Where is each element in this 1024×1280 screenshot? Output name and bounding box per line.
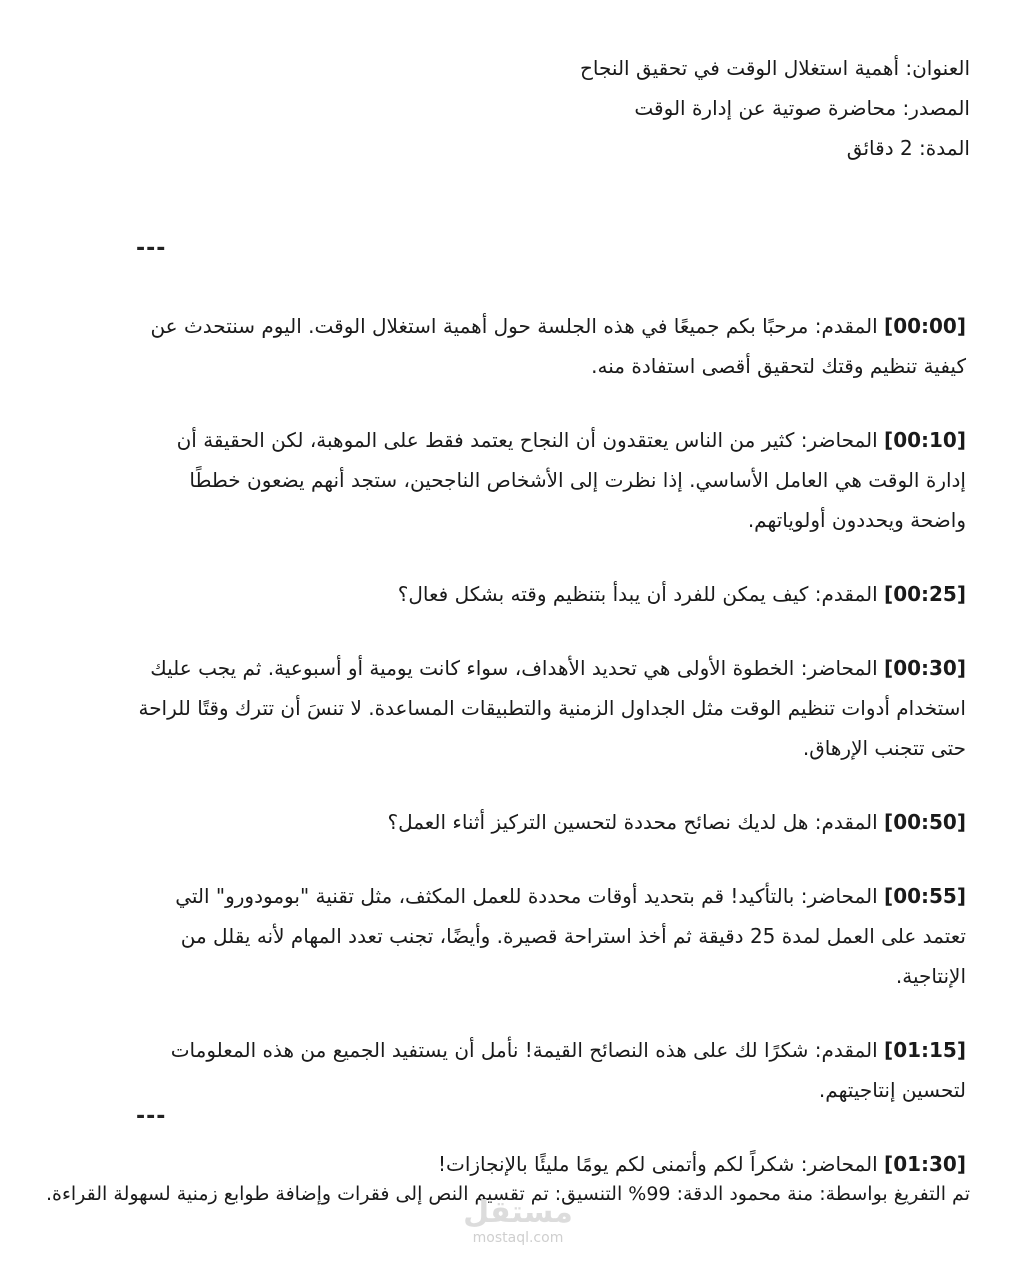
segment-text: المحاضر: كثير من الناس يعتقدون أن النجاح يعتمد فقط على الموهبة، لكن الحقيقة أن إدارة الوقت هي العامل الأساسي. إذا نظرت إلى الأشخاص الناجحين، ستجد أنهم يضعون خططًا واضحة ويحددون أولوياتهم.	[176, 428, 966, 532]
segment-text: المحاضر: بالتأكيد! قم بتحديد أوقات محددة للعمل المكثف، مثل تقنية "بومودورو" التي تعتمد على العمل لمدة 25 دقيقة ثم أخذ استراحة قصيرة. وأيضًا، تجنب تعدد المهام لأنه يقلل من الإنتاجية.	[175, 884, 966, 988]
duration-line: المدة: 2 دقائق	[846, 136, 970, 160]
transcript-segment	[136, 648, 966, 768]
segment-text: المقدم: كيف يمكن للفرد أن يبدأ بتنظيم وقته بشكل فعال؟	[397, 582, 878, 606]
timestamp-value: 01:15	[893, 1038, 957, 1062]
segment-text: المقدم: هل لديك نصائح محددة لتحسين التركيز أثناء العمل؟	[387, 810, 878, 834]
transcript-segment	[136, 574, 966, 614]
watermark-logo-text: مستقل	[463, 1195, 573, 1230]
transcript-segment	[136, 420, 966, 540]
transcription-credits: تم التفريغ بواسطة: منة محمود الدقة: 99% التنسيق: تم تقسيم النص إلى فقرات وإضافة طوابع زمنية لسهولة القراءة.	[45, 1183, 970, 1205]
segment-text: المحاضر: الخطوة الأولى هي تحديد الأهداف، سواء كانت يومية أو أسبوعية. ثم يجب عليك استخدام أدوات تنظيم الوقت مثل الجداول الزمنية والتطبيقات المساعدة. لا تنسَ أن تترك وقتًا للراحة حتى تتجنب الإرهاق.	[138, 656, 966, 760]
timestamp-value: 00:55	[893, 884, 957, 908]
document-header	[140, 48, 970, 168]
timestamp-value: 01:30	[893, 1152, 957, 1176]
timestamp-value: 00:25	[893, 582, 957, 606]
segment-text: المحاضر: شكراً لكم وأتمنى لكم يومًا مليئًا بالإنجازات!	[437, 1152, 878, 1176]
section-divider-bottom: ---	[136, 1104, 167, 1129]
section-divider-top: ---	[136, 236, 167, 261]
transcript-segment	[136, 802, 966, 842]
timestamp: [01:30]	[884, 1152, 966, 1176]
timestamp: [00:50]	[884, 810, 966, 834]
timestamp: [00:55]	[884, 884, 966, 908]
source-line: المصدر: محاضرة صوتية عن إدارة الوقت	[634, 96, 970, 120]
timestamp-value: 00:50	[893, 810, 957, 834]
timestamp: [01:15]	[884, 1038, 966, 1062]
segment-text: المقدم: مرحبًا بكم جميعًا في هذه الجلسة حول أهمية استغلال الوقت. اليوم سنتحدث عن كيفية تنظيم وقتك لتحقيق أقصى استفادة منه.	[150, 314, 966, 378]
timestamp: [00:25]	[884, 582, 966, 606]
timestamp-value: 00:30	[893, 656, 957, 680]
timestamp: [00:10]	[884, 428, 966, 452]
timestamp: [00:00]	[884, 314, 966, 338]
segment-text: المقدم: شكرًا لك على هذه النصائح القيمة! نأمل أن يستفيد الجميع من هذه المعلومات لتحسين إنتاجيتهم.	[170, 1038, 966, 1102]
transcript-segment	[136, 306, 966, 386]
title-line: العنوان: أهمية استغلال الوقت في تحقيق النجاح	[580, 56, 970, 80]
watermark-url: mostaql.com	[472, 1230, 564, 1246]
transcript	[136, 306, 966, 1218]
timestamp-value: 00:00	[893, 314, 957, 338]
timestamp-value: 00:10	[893, 428, 957, 452]
transcript-segment	[136, 1030, 966, 1110]
timestamp: [00:30]	[884, 656, 966, 680]
transcript-segment	[136, 876, 966, 996]
